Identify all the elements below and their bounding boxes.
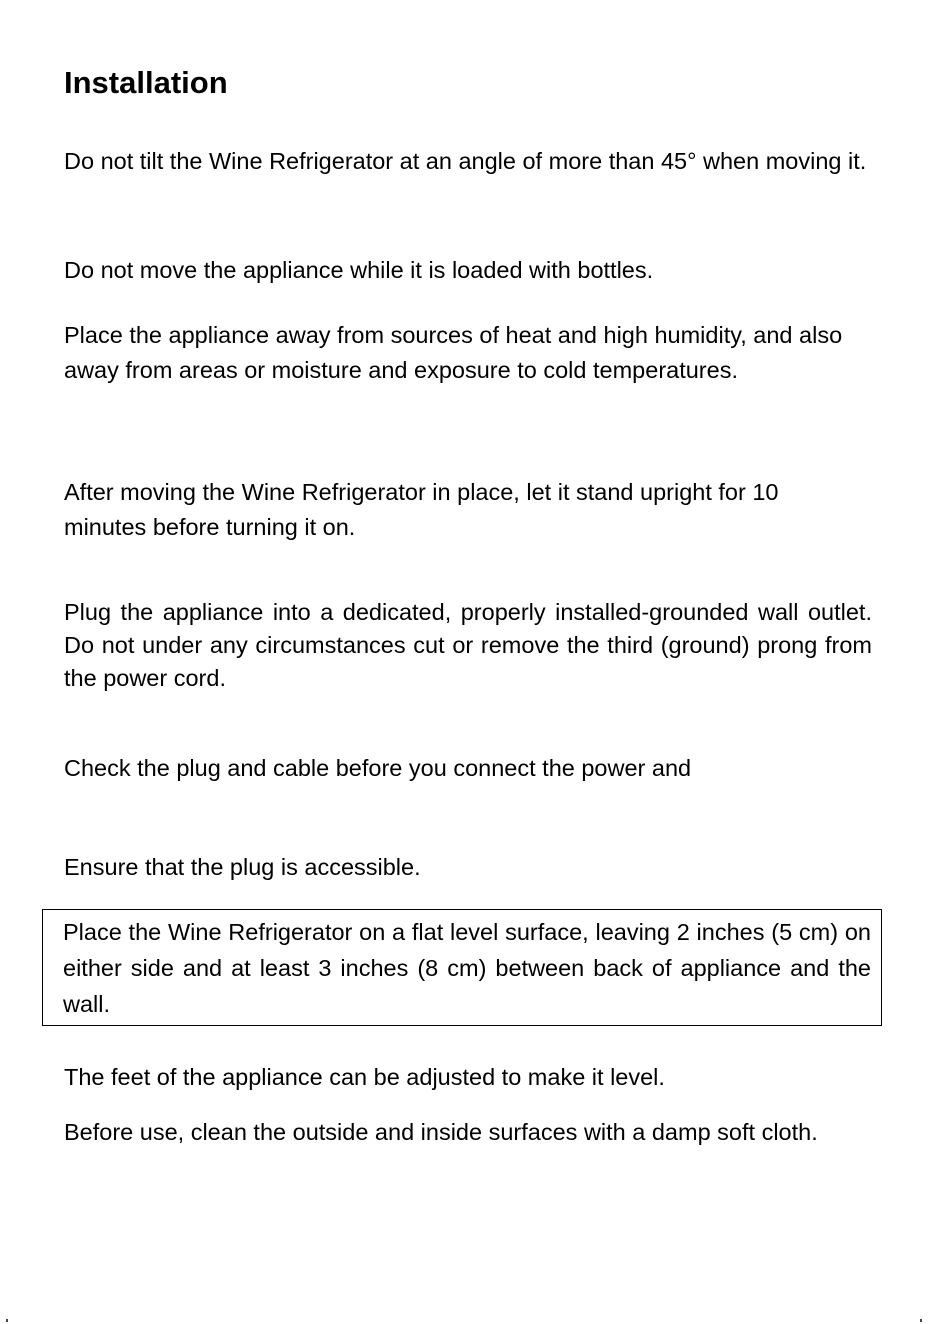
- paragraph-stand-upright: After moving the Wine Refrigerator in place, let it stand upright for 10 minutes before turning it on.: [64, 479, 779, 540]
- paragraph-placement-heat: Place the appliance away from sources of heat and high humidity, and also away from areas or moisture and exposure to cold temperatures.: [64, 322, 843, 383]
- paragraph-plug-accessible: Ensure that the plug is accessible.: [64, 854, 421, 880]
- paragraph-clearance: Place the Wine Refrigerator on a flat level surface, leaving 2 inches (5 cm) on either side and at least 3 inches (8 cm) between back of appliance and the wall.: [63, 919, 871, 1017]
- paragraph-tilt-warning: Do not tilt the Wine Refrigerator at an angle of more than 45° when moving it.: [64, 148, 867, 174]
- page-title: Installation: [64, 65, 228, 100]
- paragraph-adjust-feet: The feet of the appliance can be adjusted to make it level.: [64, 1064, 665, 1090]
- scan-edge-mark-right: [920, 1319, 922, 1322]
- paragraph-check-plug: Check the plug and cable before you connect the power and: [64, 755, 692, 781]
- clearance-note-box: [42, 909, 882, 1026]
- scan-edge-mark-left: [6, 1319, 8, 1322]
- paragraph-loaded-warning: Do not move the appliance while it is loaded with bottles.: [64, 257, 654, 283]
- paragraph-grounded-outlet: Plug the appliance into a dedicated, properly installed-grounded wall outlet. Do not under any circumstances cut or remove the third (ground) prong from the power cord.: [64, 599, 872, 691]
- paragraph-cleaning: Before use, clean the outside and inside surfaces with a damp soft cloth.: [64, 1119, 818, 1145]
